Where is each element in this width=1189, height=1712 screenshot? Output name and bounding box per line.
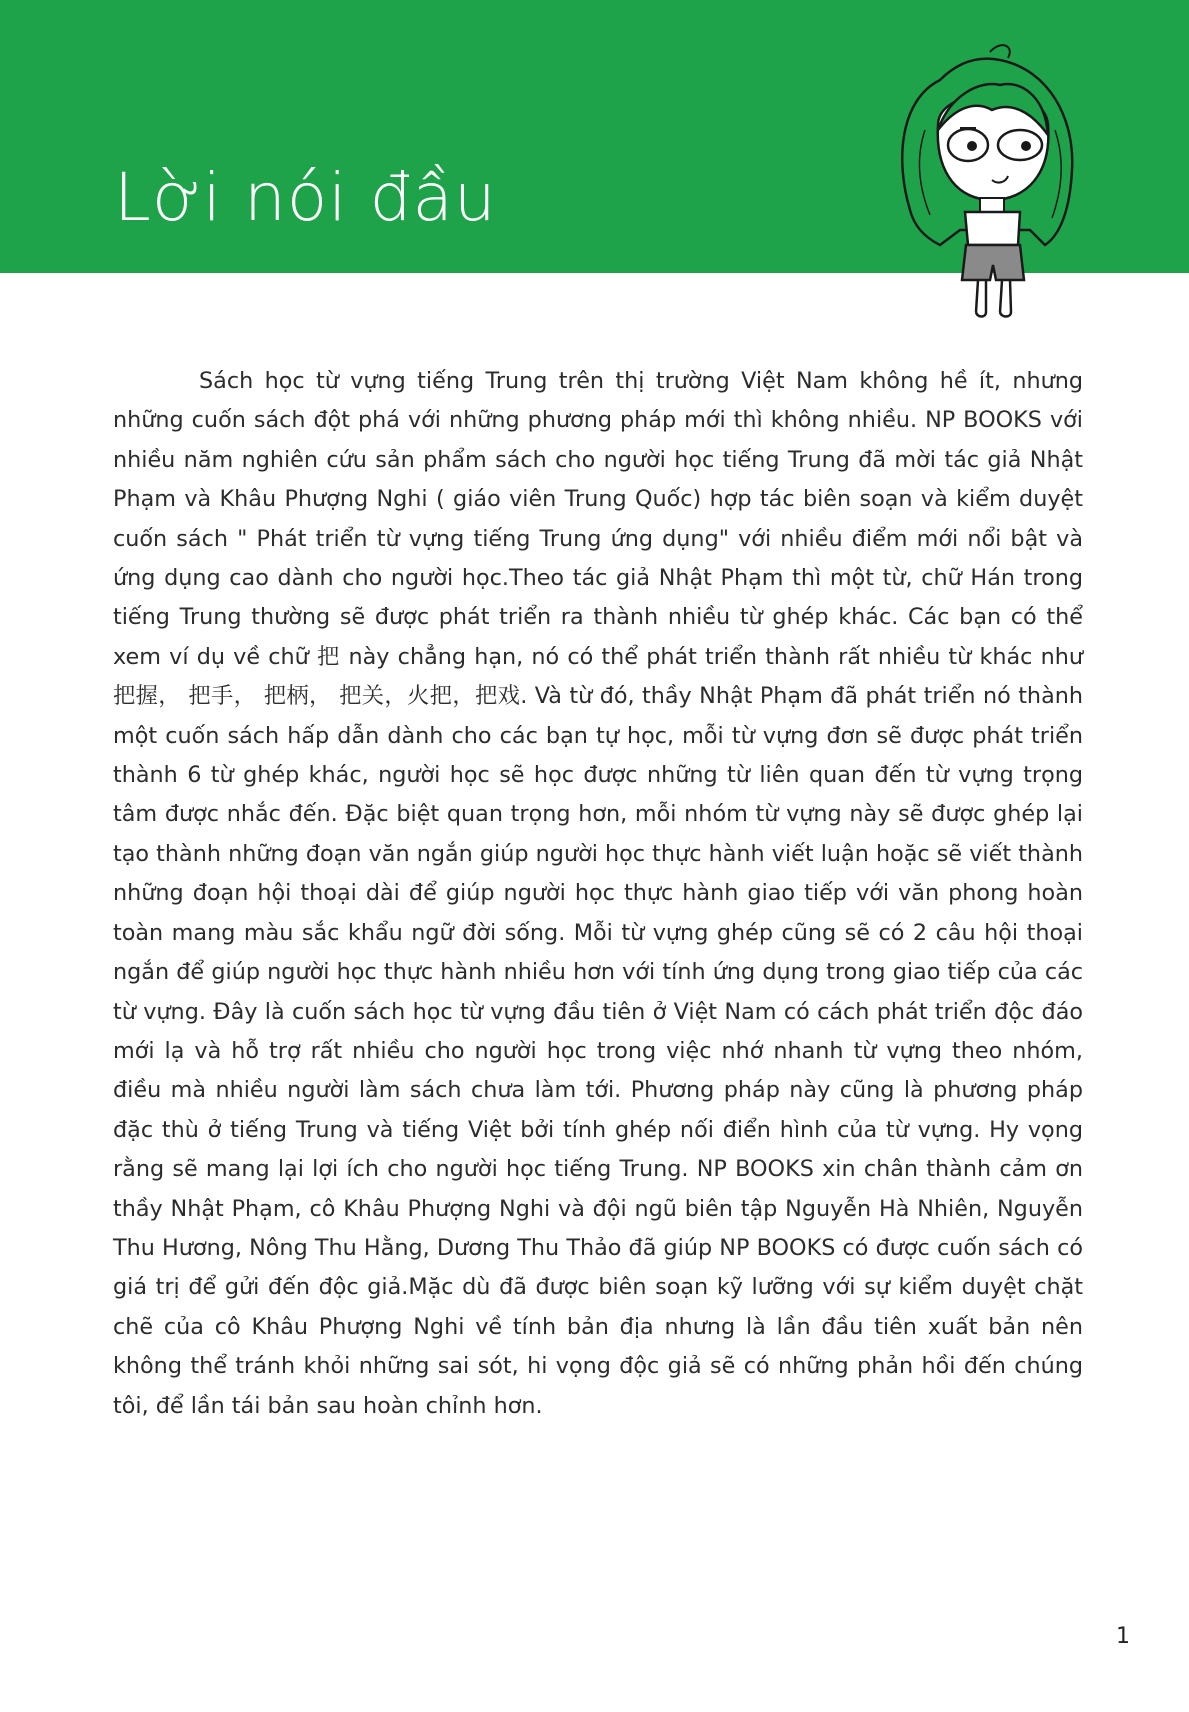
girl-mascot-icon — [880, 40, 1080, 320]
page-title: Lời nói đầu — [114, 159, 497, 236]
preface-body-text: Sách học từ vựng tiếng Trung trên thị trường Việt Nam không hề ít, nhưng những cuốn sách đột phá với những phương pháp mới thì không nhiều. NP BOOKS với nhiều năm nghiên cứu sản phẩm sách cho người học tiếng Trung đã mời tác giả Nhật Phạm và Khâu Phượng Nghi ( giáo viên Trung Quốc) hợp tác biên soạn và kiểm duyệt cuốn sách " Phát triển từ vựng tiếng Trung ứng dụng" với nhiều điểm mới nổi bật và ứng dụng cao dành cho người học.Theo tác giả Nhật Phạm thì một từ, chữ Hán trong tiếng Trung thường sẽ được phát triển ra thành nhiều từ ghép khác. Các bạn có thể xem ví dụ về chữ 把 này chẳng hạn, nó có thể phát triển thành rất nhiều từ khác như 把握， 把手， 把柄， 把关，火把，把戏. Và từ đó, thầy Nhật Phạm đã phát triển nó thành một cuốn sách hấp dẫn dành cho các bạn tự học, mỗi từ vựng đơn sẽ được phát triển thành 6 từ ghép khác, người học sẽ học được những từ liên quan đến từ vựng trọng tâm được nhắc đến. Đặc biệt quan trọng hơn, mỗi nhóm từ vựng này sẽ được ghép lại tạo thành những đoạn văn ngắn giúp người học thực hành viết luận hoặc sẽ viết thành những đoạn hội thoại dài để giúp người học thực hành giao tiếp với văn phong hoàn toàn mang màu sắc khẩu ngữ đời sống. Mỗi từ vựng ghép cũng sẽ có 2 câu hội thoại ngắn để giúp người học thực hành nhiều hơn với tính ứng dụng trong giao tiếp của các từ vựng. Đây là cuốn sách học từ vựng đầu tiên ở Việt Nam có cách phát triển độc đáo mới lạ và hỗ trợ rất nhiều cho người học trong việc nhớ nhanh từ vựng theo nhóm, điều mà nhiều người làm sách chưa làm tới. Phương pháp này cũng là phương pháp đặc thù ở tiếng Trung và tiếng Việt bởi tính ghép nối điển hình của từ vựng. Hy vọng rằng sẽ mang lại lợi ích cho người học tiếng Trung. NP BOOKS xin chân thành cảm ơn thầy Nhật Phạm, cô Khâu Phượng Nghi và đội ngũ biên tập Nguyễn Hà Nhiên, Nguyễn Thu Hương, Nông Thu Hằng, Dương Thu Thảo đã giúp NP BOOKS có được cuốn sách có giá trị để gửi đến độc giả.Mặc dù đã được biên soạn kỹ lưỡng với sự kiểm duyệt chặt chẽ của cô Khâu Phượng Nghi về tính bản địa nhưng là lần đầu tiên xuất bản nên không thể tránh khỏi những sai sót, hi vọng độc giả sẽ có những phản hồi đến chúng tôi, để lần tái bản sau hoàn chỉnh hơn. — [113, 368, 1083, 1419]
page-number: 1 — [1116, 1624, 1130, 1649]
